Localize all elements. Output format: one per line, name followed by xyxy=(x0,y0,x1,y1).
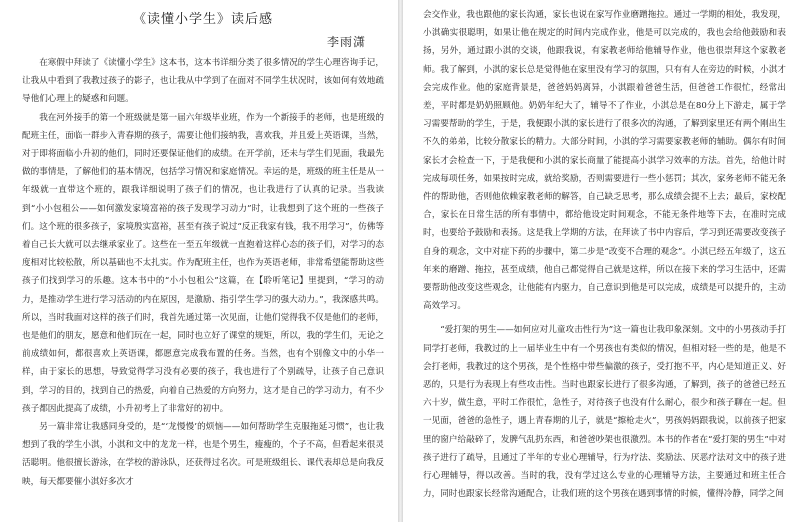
paragraph: 我在河外接手的第一个班级就是第一届六年级毕业班，作为一个新接手的老师，也是班级的配班主任，面临一群步入青春期的孩子，需要让他们接纳我，喜欢我，并且爱上英语课，当然，对于即将面临小升初的他们，同时还要保证他们的成绩。在开学前，还未与学生们见面，我最先做的事情是，了解他们的基本情况，包括学习情况和家庭情况。幸运的是，班级的班主任是从一年级就一直带这个班的，跟我详细说明了孩子们的情况，也让我进行了认真的记录。当我读到“小小包租公——如何激发家境富裕的孩子发现学习动力”时，让我想到了这个班的一些孩子们。这个班的很多孩子，家境殷实富裕，甚至有孩子说过“反正我家有钱，我不用学习”，仿佛等着自己长大就可以去继承家业了。这些在一至五年级就一直抱着这样心态的孩子们，对学习的态度相对比较松散，所以基础也不太扎实。作为配班主任，也作为英语老师，非常希望能帮助这些孩子们找到学习的乐趣。这本书中的“小小包租公”这篇，在【聆听笔记】里提到，“学习的动力，是推动学生进行学习活动的内在原因，是激励、指引学生学习的强大动力。”，我深感共鸣。所以，当时我面对这样的孩子们时，我首先通过第一次见面，让他们觉得我不仅是他们的老师，也是他们的朋友，愿意和他们玩在一起，同时也立好了课堂的规矩，所以，我的学生们，无论之前成绩如何，都很喜欢上英语课，都愿意完成我布置的任务。当然，也有个别像文中的小华一样，由于家长的思想，导致觉得学习没有必要的孩子，我也进行了个别疏导，让孩子自己意识到，学习的目的，找到自己的热爱，向着自己热爱的方向努力，这才是自己的学习动力，有不少孩子都因此提高了成绩，小升初考上了非常好的初中。 xyxy=(22,112,384,414)
left-page xyxy=(0,0,398,522)
right-page xyxy=(403,0,800,522)
essay-title: 《读懂小学生》读后感 xyxy=(132,12,273,27)
paragraph: 会交作业，我也跟他的家长沟通，家长也说在家写作业磨蹭拖拉。通过一学期的相处，我发现，小淇确实很聪明，如果让他在规定的时间内完成作业，他是可以完成的，我也会给他鼓励和表扬，另外，通过跟小淇的交谈，他跟我说，有家教老师给他辅导作业，他也很崇拜这个家教老师。我了解到，小淇的家长总是觉得他在家里没有学习的氛围，只有有人在旁边的时候，小淇才会完成作业。他的家庭背景是，爸爸妈妈离异，小淇跟着爸爸生活，但爸爸工作很忙，经常出差，平时都是奶奶照顾他。奶奶年纪大了，辅导不了作业，小淇总是在80分上下游走，属于学习需要帮助的学生，于是，我便跟小淇的家长进行了很多次的沟通，了解到家里还有两个刚出生不久的弟弟，比较分散家长的精力。大部分时间，小淇的学习需要家教老师的辅助。偶尔有时间家长才会检查一下，于是我便和小淇的家长商量了能提高小淇学习效率的方法。首先，给他计时完成每项任务，如果按时完成，就给奖励，否则需要进行一些小惩罚；其次，家务老师不能无条件的帮助他，否则他依赖家教老师的解答，自己缺乏思考，那么成绩会提不上去；最后，家校配合，家长在日常生活的所有事情中，都给他设定时间观念，不能无条件地等下去，在准时完成时，也要给予鼓励和表扬。这是我上学期的方法，在拜读了书中内容后，学习到还需要改变孩子自身的观念，文中对症下药的步骤中，第二步是“改变不合理的观念”。小淇已经五年级了，这五年来的磨蹭、拖拉，甚至成绩，他自己都觉得自己就是这样，所以在接下来的学习生活中，还需要帮助他改变这些观念，让他能有内驱力，自己意识到他是可以完成，成绩是可以提升的，主动高效学习。 xyxy=(423,10,786,312)
essay-author: 李雨潇 xyxy=(326,35,366,49)
paragraph: 另一篇非常让我感同身受的，是“‘龙慢慢’的烦恼——如何帮助学生克服拖延习惯”，也让我想到了我的学生小淇，小淇和文中的龙龙一样，也是个男生，瘦瘦的，个子不高，但看起来很灵活聪明。他很擅长游泳，在学校的游泳队，还获得过名次。可是班级组长、课代表却总是向我反映，每天都要催小淇好多次才 xyxy=(22,422,384,487)
paragraph: 在寒假中拜读了《读懂小学生》这本书，这本书详细分类了很多情况的学生心理咨询手记，让我从中看到了我教过孩子的影子，也让我从中学到了在面对不同学生状况时，该如何有效地疏导他们心理上的疑惑和问题。 xyxy=(22,58,384,105)
paragraph: “爱打架的男生——如何应对儿童攻击性行为”这一篇也让我印象深刻。文中的小男孩动手打同学打老师，我教过的上一届毕业生中有一个男孩也有类似的情况，但相对轻一些的是，他是不会打老师，我教过的这个男孩，是个性格中带些偏激的孩子，受打抱不平，内心是知道正义、好恶的，只是行为表现上有些攻击性。当时也跟家长进行了很多沟通，了解到，孩子的爸爸已经五六十岁，做生意，平时工作很忙，急性子，对待孩子也没有什么耐心，很少和孩子聊在一起。但一见面，爸爸的急性子，遇上青春期的儿子，就是“擦枪走火”，男孩妈妈跟我说，以前孩子把家里的窗户给敲碎了，发脾气乱扔东西，和爸爸吵架也很激烈。本书的作者在“爱打架的男生”中对孩子进行了疏导，且通过了半年的专业心理辅导，行为疗法、奖励法、厌恶疗法对文中的孩子进行心理辅导，得以改善。当时的我，没有学过这么专业的心理辅导方法，主要通过和班主任合力，同时也跟家长经常沟通配合，让我们班的这个男孩在遇到事情的时候，懂得冷静，同学之间 xyxy=(423,325,786,500)
